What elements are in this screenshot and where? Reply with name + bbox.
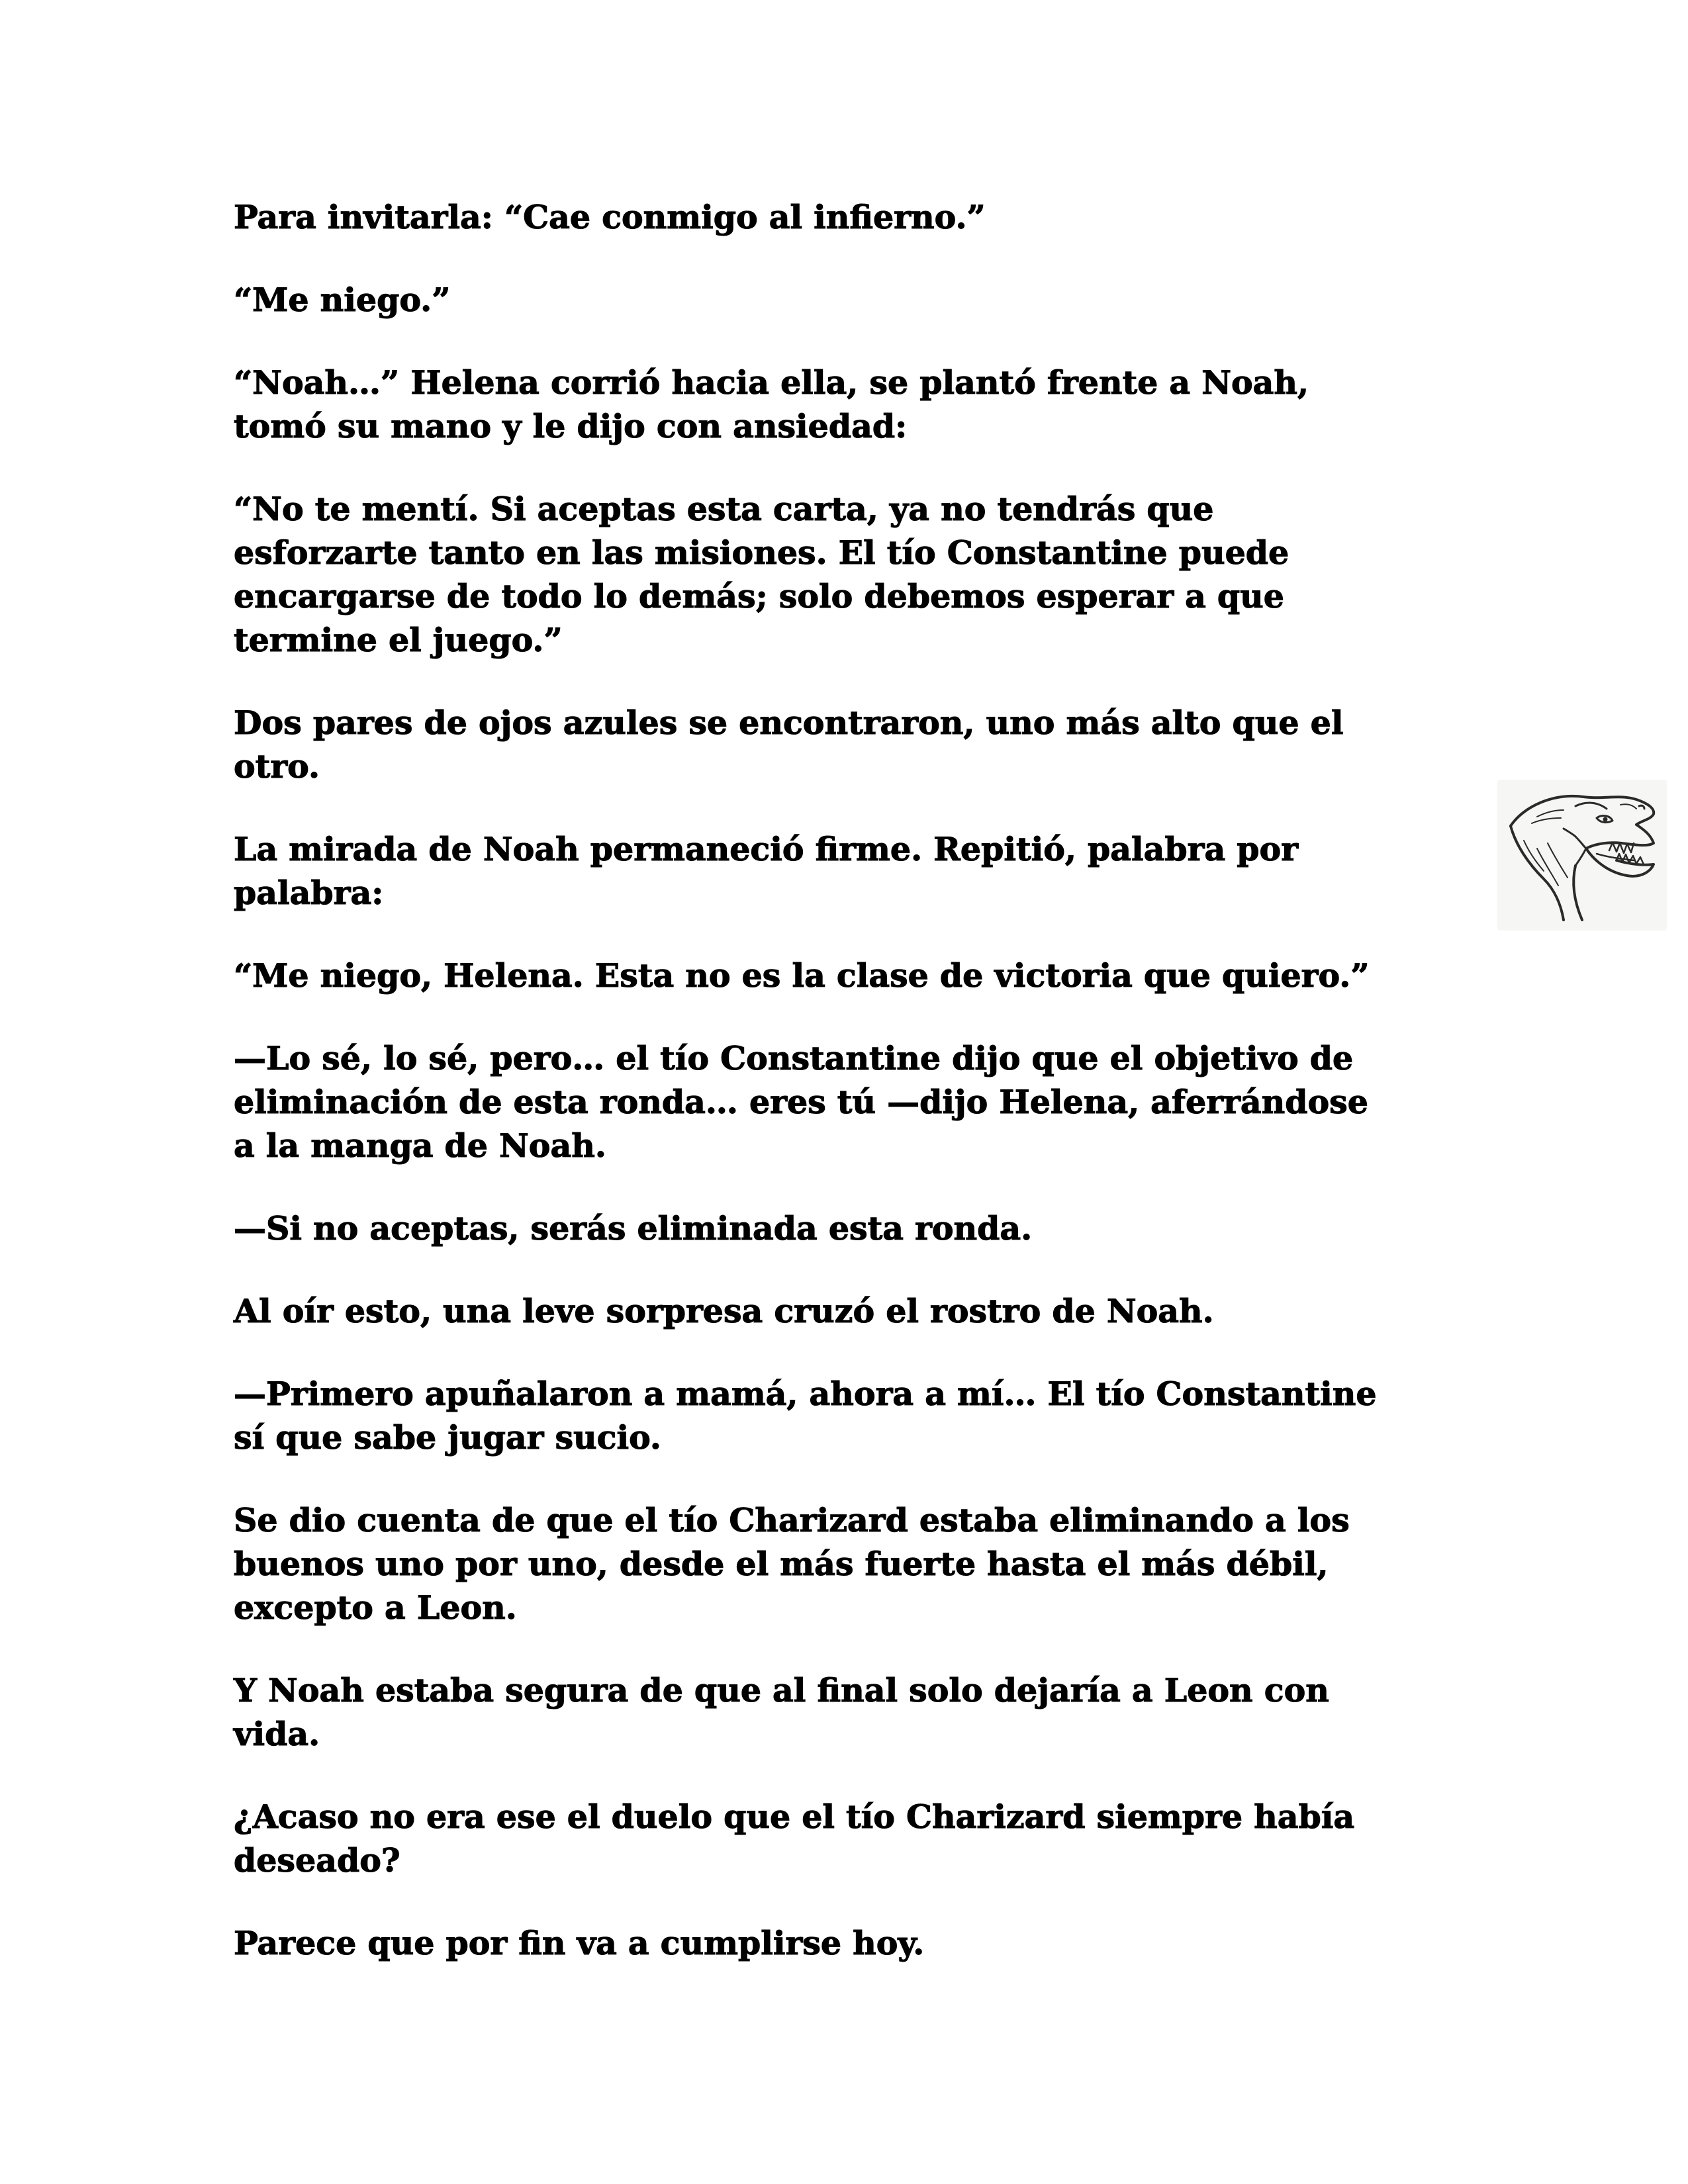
paragraph-13: Y Noah estaba segura de que al final solo dejaría a Leon con vida. [234,1671,1329,1753]
paragraph-5: Dos pares de ojos azules se encontraron, uno más alto que el otro. [234,704,1344,786]
paragraph-8: —Lo sé, lo sé, pero… el tío Constantine dijo que el objetivo de eliminación de esta ronda… eres tú —dijo Helena, aferrándose a la manga de Noah. [234,1039,1368,1165]
paragraph-11: —Primero apuñalaron a mamá, ahora a mí… El tío Constantine sí que sabe jugar sucio. [234,1375,1377,1457]
paragraph-1: Para invitarla: “Cae conmigo al infierno.” [234,198,986,236]
paragraph-3: “Noah…” Helena corrió hacia ella, se plantó frente a Noah, tomó su mano y le dijo con ansiedad: [234,363,1309,445]
story-text [234,195,1465,2004]
paragraph-12: Se dio cuenta de que el tío Charizard estaba eliminando a los buenos uno por uno, desde el más fuerte hasta el más débil, excepto a Leon. [234,1501,1350,1627]
paragraph-14: ¿Acaso no era ese el duelo que el tío Charizard siempre había deseado? [234,1797,1355,1880]
paragraph-9: —Si no aceptas, serás eliminada esta ronda. [234,1209,1033,1248]
paragraph-15: Parece que por fin va a cumplirse hoy. [234,1924,925,1962]
paragraph-6: La mirada de Noah permaneció firme. Repitió, palabra por palabra: [234,830,1299,912]
dinosaur-head-icon [1497,780,1667,931]
paragraph-7: “Me niego, Helena. Esta no es la clase de victoria que quiero.” [234,956,1370,995]
paragraph-2: “Me niego.” [234,281,451,319]
paragraph-10: Al oír esto, una leve sorpresa cruzó el rostro de Noah. [234,1292,1214,1330]
paragraph-4: “No te mentí. Si aceptas esta carta, ya no tendrás que esforzarte tanto en las misiones. El tío Constantine puede encargarse de todo lo demás; solo debemos esperar a que termine el juego.” [234,490,1289,659]
